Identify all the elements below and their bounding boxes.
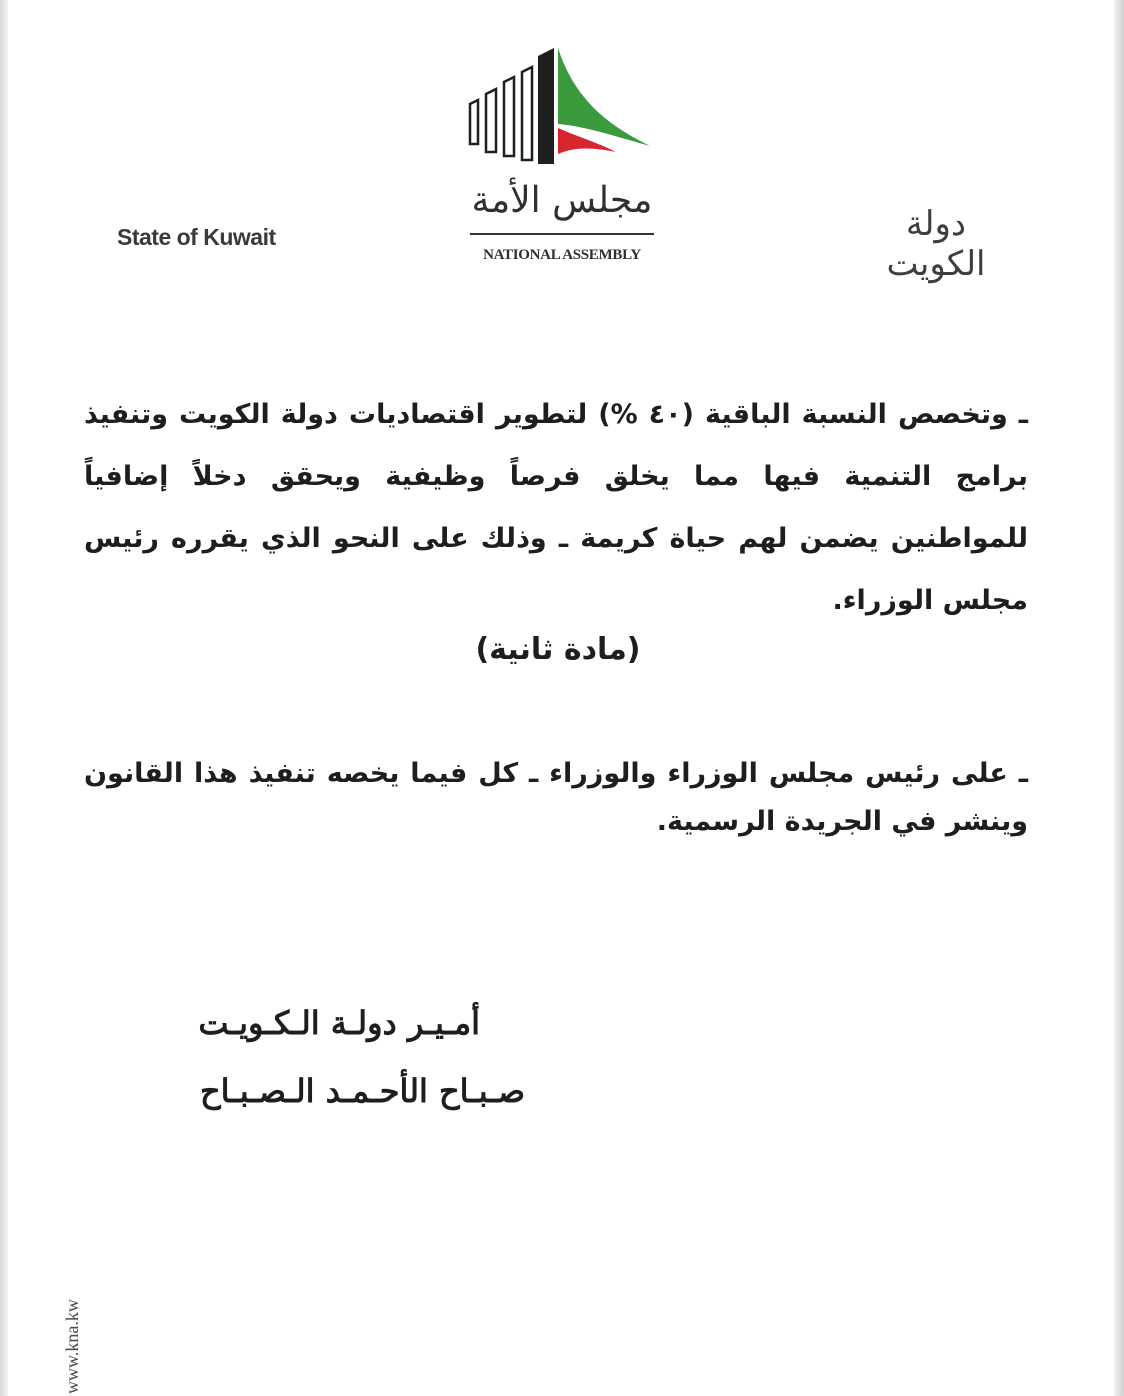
page-right-edge: [1114, 0, 1124, 1396]
article-paragraph-2: ـ على رئيس مجلس الوزراء والوزراء ـ كل فيما يخصه تنفيذ هذا القانون وينشر في الجريدة الرسمية.: [84, 758, 1028, 837]
header-divider: [470, 233, 654, 235]
footer-url: www.kna.kw: [62, 1299, 82, 1394]
article-paragraph-1: ـ وتخصص النسبة الباقية (٤٠ %) لتطوير اقتصاديات دولة الكويت وتنفيذ برامج التنمية فيها مما يخلق فرصاً وظيفية ويحقق دخلاً إضافياً للمواطنين يضمن لهم حياة كريمة ـ وذلك على النحو الذي يقرره رئيس مجلس الوزراء.: [84, 399, 1029, 616]
national-assembly-english: NATIONAL ASSEMBLY: [483, 247, 641, 263]
state-of-kuwait-arabic: دولة الكويت: [886, 204, 986, 284]
national-assembly-logo: [466, 44, 656, 164]
page-left-edge: [0, 0, 8, 1396]
state-of-kuwait-english: State of Kuwait: [117, 224, 276, 250]
article-heading: (مادة ثانية): [475, 632, 641, 667]
signature-name: صـبـاح الأحـمـد الـصـبـاح: [199, 1072, 525, 1110]
national-assembly-arabic: مجلس الأمة: [471, 180, 653, 221]
signature-title: أمـيـر دولـة الـكـويـت: [198, 1004, 480, 1042]
